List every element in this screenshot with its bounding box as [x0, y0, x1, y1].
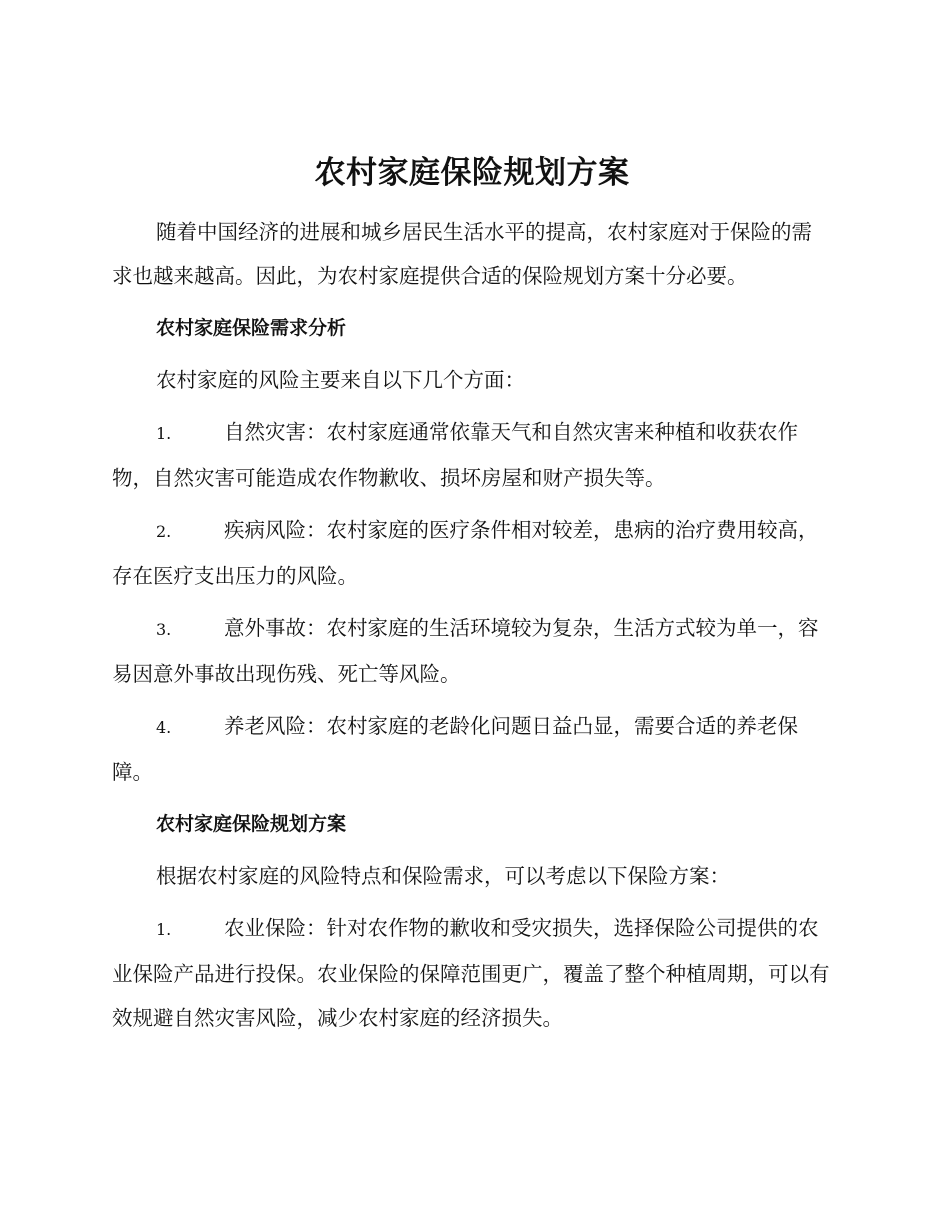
list-item-text: 养老风险：农村家庭的老龄化问题日益凸显，需要合适的养老保障。 — [112, 714, 798, 784]
list-item-text: 农业保险：针对农作物的歉收和受灾损失，选择保险公司提供的农业保险产品进行投保。农业保险的保障范围更广，覆盖了整个种植周期，可以有效规避自然灾害风险，减少农村家庭的经济损失。 — [112, 916, 830, 1030]
list-item — [112, 606, 832, 696]
list-item — [112, 508, 832, 598]
intro-paragraph: 随着中国经济的进展和城乡居民生活水平的提高，农村家庭对于保险的需求也越来越高。因此，为农村家庭提供合适的保险规划方案十分必要。 — [112, 220, 812, 288]
list-item — [112, 906, 832, 1040]
list-item — [112, 704, 832, 794]
list-number: 1. — [156, 424, 172, 443]
list-item-text: 自然灾害：农村家庭通常依靠天气和自然灾害来种植和收获农作物，自然灾害可能造成农作物歉收、损坏房屋和财产损失等。 — [112, 420, 798, 490]
section1-lead: 农村家庭的风险主要来自以下几个方面： — [156, 368, 525, 392]
section-heading-insurance-plan: 农村家庭保险规划方案 — [156, 813, 347, 835]
document-page — [112, 150, 832, 1048]
list-number: 3. — [156, 620, 172, 639]
list-item — [112, 410, 832, 500]
document-title: 农村家庭保险规划方案 — [314, 155, 630, 191]
section2-lead: 根据农村家庭的风险特点和保险需求，可以考虑以下保险方案： — [156, 864, 730, 888]
list-number: 4. — [156, 718, 172, 737]
list-item-text: 意外事故：农村家庭的生活环境较为复杂，生活方式较为单一，容易因意外事故出现伤残、死亡等风险。 — [112, 616, 819, 686]
list-number: 2. — [156, 522, 172, 541]
list-item-text: 疾病风险：农村家庭的医疗条件相对较差，患病的治疗费用较高，存在医疗支出压力的风险。 — [112, 518, 819, 588]
section-heading-needs-analysis: 农村家庭保险需求分析 — [156, 317, 347, 339]
list-number: 1. — [156, 920, 172, 939]
